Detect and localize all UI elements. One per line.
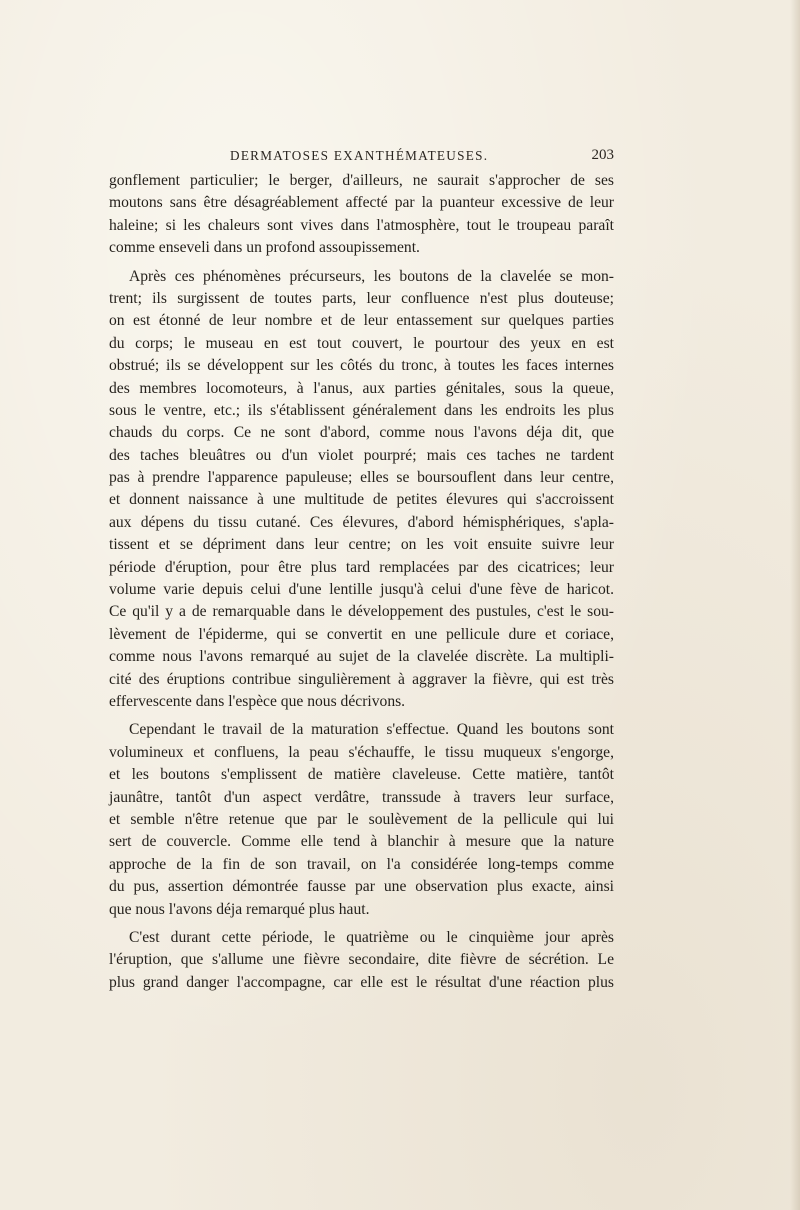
text-line: période d'éruption, pour être plus tard remplacées par des cicatrices; leur [109,558,614,576]
paragraph [109,170,614,260]
paragraph [109,719,614,921]
text-line: lèvement de l'épiderme, qui se convertit en une pellicule dure et coriace, [109,625,614,643]
text-line: des membres locomoteurs, à l'anus, aux parties génitales, sous la queue, [109,379,614,397]
text-line: trent; ils surgissent de toutes parts, leur confluence n'est plus douteuse; [109,289,614,307]
page-edge-shadow [790,0,800,1210]
paragraph [109,266,614,714]
page-header [108,148,614,168]
text-line: effervescente dans l'espèce que nous décrivons. [109,692,406,710]
text-line: et donnent naissance à une multitude de petites élevures qui s'accroissent [109,491,614,509]
text-line: que nous l'avons déja remarqué plus haut. [109,900,370,918]
text-line: moutons sans être désagréablement affecté par la puanteur excessive de leur [109,194,614,212]
text-line: chauds du corps. Ce ne sont d'abord, comme nous l'avons déja dit, que [109,424,614,442]
text-line: plus grand danger l'accompagne, car elle est le résultat d'une réaction plus [109,973,614,991]
text-line: jaunâtre, tantôt d'un aspect verdâtre, transsude à travers leur surface, [109,788,614,806]
text-line: sous le ventre, etc.; ils s'établissent généralement dans les endroits les plus [109,401,614,419]
text-line: du pus, assertion démontrée fausse par une observation plus exacte, ainsi [109,878,614,896]
text-line: et semble n'être retenue que par le soulèvement de la pellicule qui lui [109,810,614,828]
text-line: Après ces phénomènes précurseurs, les boutons de la clavelée se mon- [129,267,614,285]
text-line: cité des éruptions contribue singulièrement à aggraver la fièvre, qui est très [109,670,614,688]
text-line: obstrué; ils se développent sur les côtés du tronc, à toutes les faces internes [109,357,614,375]
text-line: tissent et se dépriment dans leur centre; on les voit ensuite suivre leur [109,536,614,554]
text-line: l'éruption, que s'allume une fièvre secondaire, dite fièvre de sécrétion. Le [109,951,614,969]
body-text [109,170,614,994]
text-line: du corps; le museau en est tout couvert, le pourtour des yeux en est [109,334,614,352]
text-line: et les boutons s'emplissent de matière claveleuse. Cette matière, tantôt [109,766,614,784]
text-line: on est étonné de leur nombre et de leur entassement sur quelques parties [109,312,614,330]
text-line: pas à prendre l'apparence papuleuse; elles se boursouflent dans leur centre, [109,469,614,487]
text-line: volume varie depuis celui d'une lentille jusqu'à celui d'une fève de haricot. [109,581,614,599]
text-line: Cependant le travail de la maturation s'effectue. Quand les boutons sont [129,721,614,739]
text-line: sert de couvercle. Comme elle tend à blanchir à mesure que la nature [109,833,614,851]
text-line: Ce qu'il y a de remarquable dans le développement des pustules, c'est le sou- [109,603,614,621]
text-line: des taches bleuâtres ou d'un violet pourpré; mais ces taches ne tardent [109,446,614,464]
text-line: C'est durant cette période, le quatrième ou le cinquième jour après [129,928,614,946]
text-line: aux dépens du tissu cutané. Ces élevures, d'abord hémisphériques, s'apla- [109,513,614,531]
text-line: haleine; si les chaleurs sont vives dans l'atmosphère, tout le troupeau paraît [109,216,614,234]
text-line: approche de la fin de son travail, on l'a considérée long-temps comme [109,855,614,873]
page-number: 203 [591,147,614,163]
text-line: comme nous l'avons remarqué au sujet de la clavelée discrète. La multipli- [109,648,614,666]
paragraph [109,927,614,994]
text-line: volumineux et confluens, la peau s'échauffe, le tissu muqueux s'engorge, [109,743,614,761]
running-title: DERMATOSES EXANTHÉMATEUSES. [230,148,489,163]
text-line: gonflement particulier; le berger, d'ailleurs, ne saurait s'approcher de ses [109,172,614,189]
text-line: comme enseveli dans un profond assoupissement. [109,239,420,257]
